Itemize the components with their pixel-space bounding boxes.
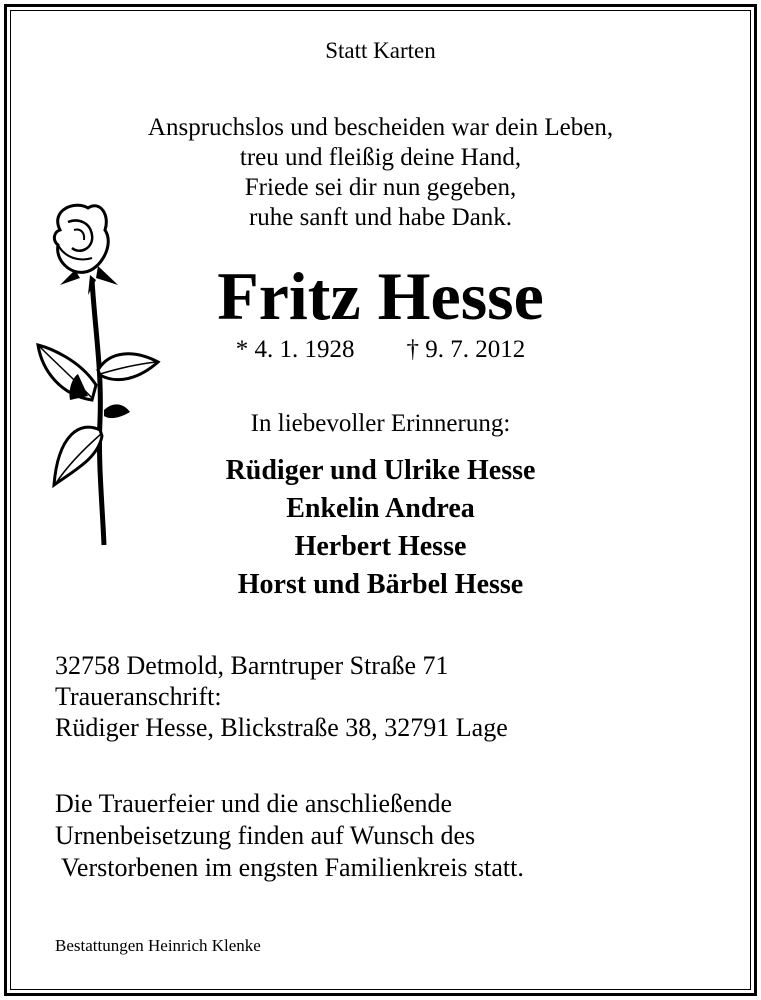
ceremony-notice: [55, 788, 524, 884]
memory-line: In liebevoller Erinnerung:: [250, 410, 511, 437]
mourner: Rüdiger und Ulrike Hesse: [225, 455, 536, 486]
ceremony-line: Die Trauerfeier und die anschließende: [55, 789, 453, 818]
poem-line: Friede sei dir nun gegeben,: [244, 174, 517, 201]
mourner: Enkelin Andrea: [286, 493, 475, 524]
death-date: † 9. 7. 2012: [406, 336, 526, 363]
poem-line: ruhe sanft und habe Dank.: [248, 204, 513, 231]
address-line: Traueranschrift:: [55, 682, 222, 711]
poem-line: Anspruchslos und bescheiden war dein Leben,: [147, 114, 614, 141]
poem-line: treu und fleißig deine Hand,: [239, 144, 522, 171]
address-line: 32758 Detmold, Barntruper Straße 71: [55, 651, 449, 680]
mourner: Horst und Bärbel Hesse: [237, 569, 524, 600]
birth-date: * 4. 1. 1928: [235, 336, 355, 363]
deceased-name: Fritz Hesse: [217, 258, 544, 334]
ceremony-line: Verstorbenen im engsten Familienkreis statt.: [55, 853, 524, 882]
address-block: [55, 650, 508, 743]
mourner: Herbert Hesse: [294, 531, 467, 562]
address-line: Rüdiger Hesse, Blickstraße 38, 32791 Lage: [55, 713, 508, 742]
undertaker-name: Bestattungen Heinrich Klenke: [55, 936, 261, 955]
life-dates: [0, 336, 761, 364]
header-statt-karten: Statt Karten: [325, 38, 436, 63]
mourners-list: [0, 452, 761, 604]
ceremony-line: Urnenbeisetzung finden auf Wunsch des: [55, 821, 476, 850]
